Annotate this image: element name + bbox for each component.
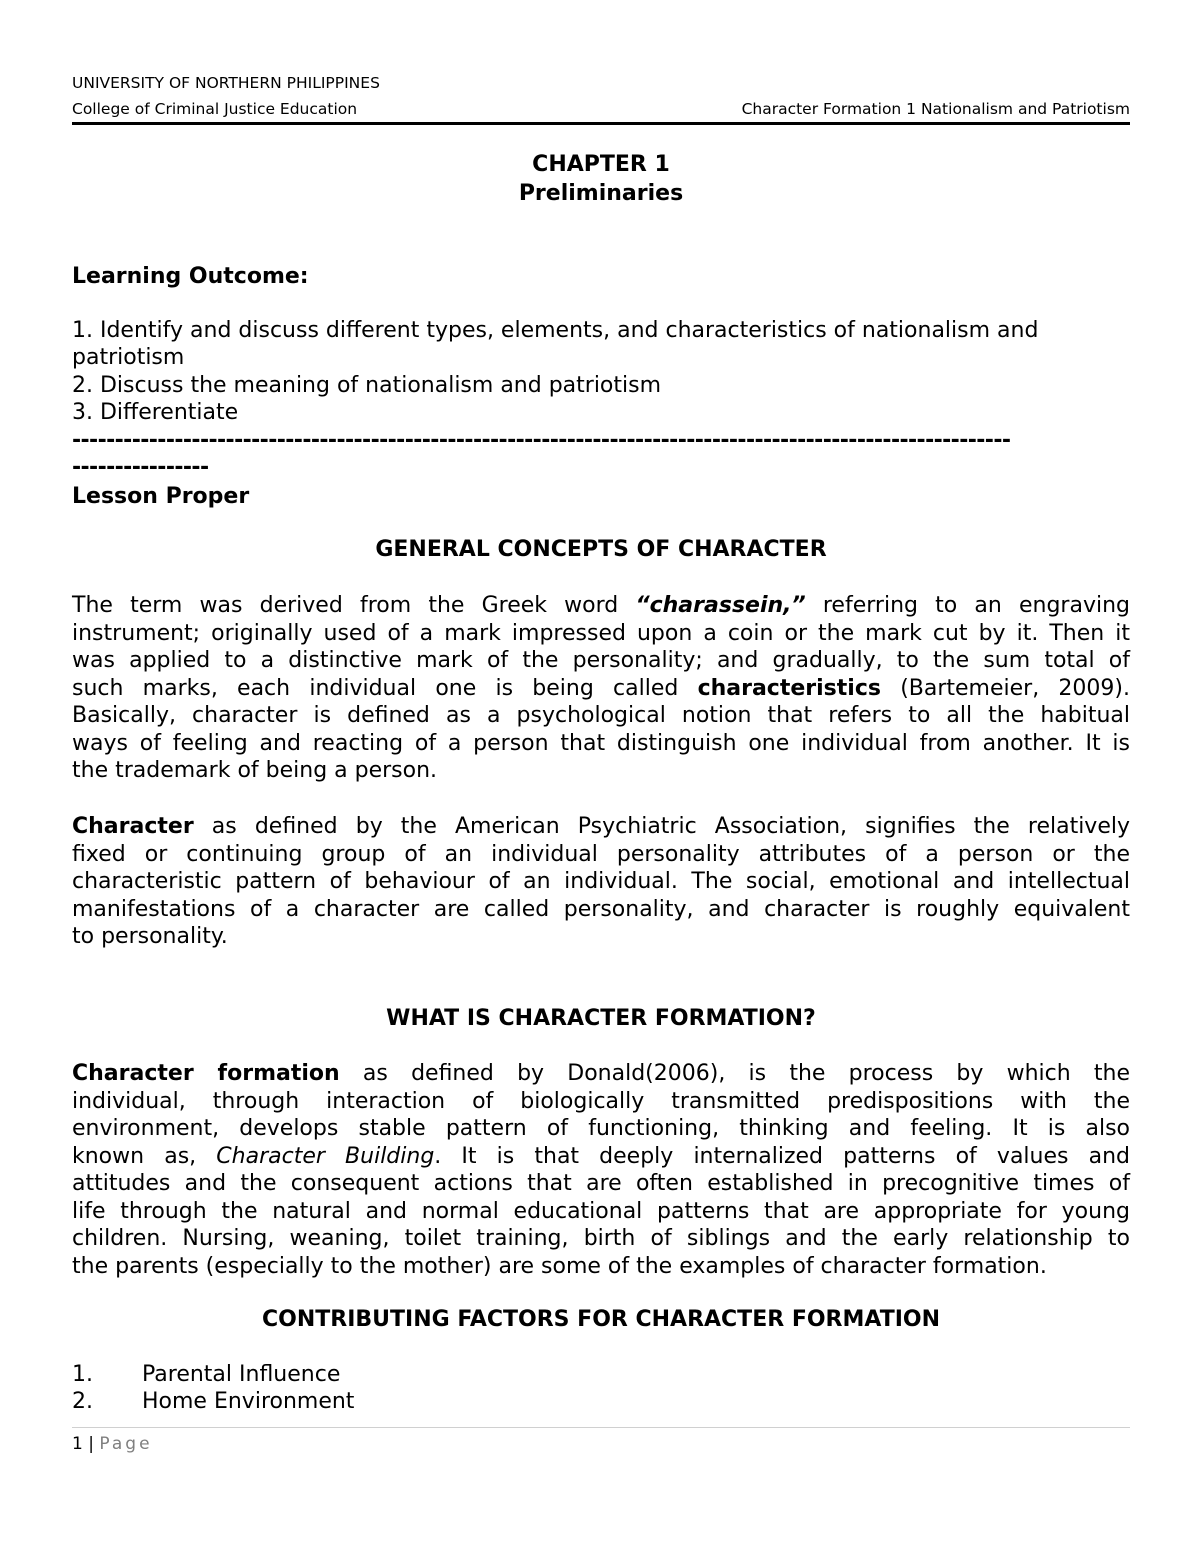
- paragraph-line: such marks, each individual one is being called characteristics (Bartemeier, 2009).: [72, 675, 1130, 701]
- paragraph-line: The term was derived from the Greek word “charassein,” referring to an engraving: [72, 593, 1130, 618]
- lesson-heading: Lesson Proper: [72, 484, 250, 509]
- paragraph-line: environment, develops stable pattern of functioning, thinking and feeling. It is also: [72, 1116, 1130, 1141]
- learning-outcome-heading: Learning Outcome:: [72, 264, 309, 289]
- header-row: [72, 100, 1130, 118]
- term-characteristics: characteristics: [697, 675, 881, 701]
- list-item-number: 2.: [72, 1389, 93, 1414]
- divider-line-2: ----------------: [72, 455, 209, 480]
- header-rule: [72, 122, 1130, 125]
- paragraph-general-concepts: [72, 592, 1130, 785]
- term-character: Character: [72, 814, 194, 839]
- term-character-building: Character Building: [216, 1143, 435, 1169]
- section-heading-character-formation: WHAT IS CHARACTER FORMATION?: [386, 1006, 816, 1031]
- learning-outcome-item-2: 2. Discuss the meaning of nationalism and patriotism: [72, 373, 662, 398]
- paragraph-line: manifestations of a character are called personality, and character is roughly equivalent: [72, 896, 1130, 922]
- paragraph-line: ways of feeling and reacting of a person that distinguish one individual from another. It is: [72, 730, 1130, 756]
- paragraph-line: to personality.: [72, 924, 228, 949]
- paragraph-line: attitudes and the consequent actions that are often established in precognitive times of: [72, 1171, 1130, 1196]
- paragraph-line: Character formation as defined by Donald(2006), is the process by which the: [72, 1061, 1130, 1086]
- header-university: UNIVERSITY OF NORTHERN PHILIPPINES: [72, 74, 380, 92]
- paragraph-line: individual, through interaction of biologically transmitted predispositions with the: [72, 1088, 1130, 1114]
- section-heading-general-concepts: GENERAL CONCEPTS OF CHARACTER: [375, 537, 827, 562]
- paragraph-line: the parents (especially to the mother) are some of the examples of character formation.: [72, 1253, 1047, 1279]
- paragraph-line: fixed or continuing group of an individual personality attributes of a person or the: [72, 841, 1130, 867]
- term-character-formation: Character formation: [72, 1061, 340, 1086]
- list-item-text: Parental Influence: [142, 1362, 341, 1387]
- paragraph-character-formation: [72, 1060, 1130, 1280]
- paragraph-character-definition: [72, 813, 1130, 951]
- paragraph-line: Character as defined by the American Psychiatric Association, signifies the relatively: [72, 814, 1130, 839]
- divider-line-1: --------------------------------------------------------------------------------------------------------------: [72, 428, 1011, 453]
- header-college: College of Criminal Justice Education: [72, 100, 358, 118]
- list-item: [72, 1389, 354, 1414]
- paragraph-line: known as, Character Building. It is that deeply internalized patterns of values and: [72, 1143, 1130, 1169]
- paragraph-line: the trademark of being a person.: [72, 758, 438, 783]
- page-number: 1: [72, 1434, 83, 1454]
- list-item-text: Home Environment: [142, 1389, 355, 1414]
- paragraph-line: Basically, character is defined as a psychological notion that refers to all the habitual: [72, 703, 1130, 728]
- learning-outcome-item-1-cont: patriotism: [72, 345, 185, 370]
- chapter-title: Preliminaries: [518, 181, 684, 206]
- paragraph-line: children. Nursing, weaning, toilet training, birth of siblings and the early relationship to: [72, 1226, 1130, 1251]
- header-course: Character Formation 1 Nationalism and Patriotism: [741, 100, 1130, 118]
- document-page: [72, 0, 1130, 1553]
- section-heading-contributing-factors: CONTRIBUTING FACTORS FOR CHARACTER FORMATION: [261, 1307, 941, 1332]
- learning-outcome-item-1: 1. Identify and discuss different types, elements, and characteristics of nationalism and: [72, 318, 1039, 343]
- paragraph-line: instrument; originally used of a mark impressed upon a coin or the mark cut by it. Then it: [72, 620, 1130, 646]
- chapter-number: CHAPTER 1: [532, 152, 670, 177]
- learning-outcome-item-3: 3. Differentiate: [72, 400, 239, 425]
- footer-separator: |: [88, 1434, 94, 1454]
- paragraph-line: characteristic pattern of behaviour of an individual. The social, emotional and intellectual: [72, 869, 1130, 894]
- footer-rule: [72, 1427, 1130, 1428]
- page-footer: [72, 1434, 153, 1454]
- list-item-number: 1.: [72, 1362, 93, 1387]
- paragraph-line: life through the natural and normal educational patterns that are appropriate for young: [72, 1198, 1130, 1224]
- list-item: [72, 1362, 340, 1387]
- page-label: Page: [99, 1434, 153, 1454]
- term-charassein: “charassein,”: [635, 593, 806, 618]
- paragraph-line: was applied to a distinctive mark of the personality; and gradually, to the sum total of: [72, 648, 1130, 673]
